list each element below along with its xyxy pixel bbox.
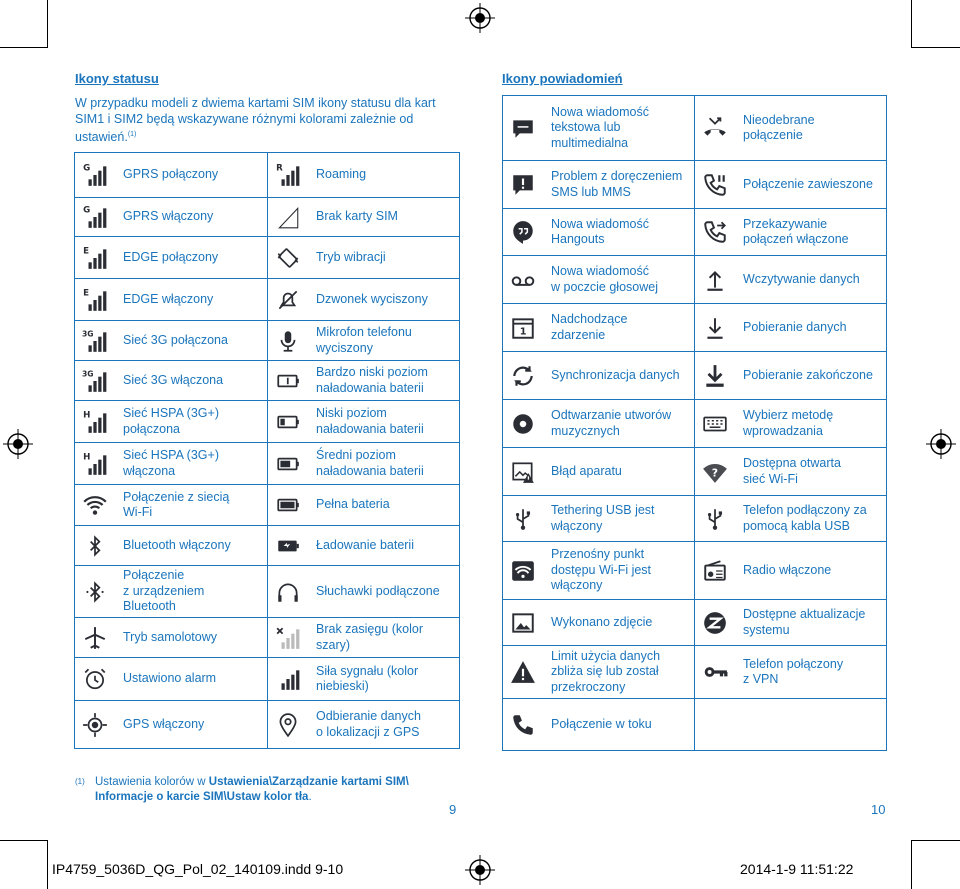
table-cell xyxy=(268,618,460,658)
table-row xyxy=(75,443,460,485)
icon-entry xyxy=(695,267,886,293)
table-cell xyxy=(75,401,268,443)
svg-text:3G: 3G xyxy=(82,369,94,379)
icon-entry xyxy=(268,709,459,740)
table-cell xyxy=(75,361,268,401)
svg-text:R: R xyxy=(276,163,283,174)
icon-label: Pobieranie danych xyxy=(743,319,847,334)
table-cell xyxy=(268,237,460,279)
gps-icon xyxy=(75,712,115,738)
table-cell xyxy=(503,448,695,496)
icon-entry xyxy=(268,533,459,559)
icon-label: Pełna bateria xyxy=(316,497,390,512)
table-row xyxy=(503,400,887,448)
table-cell xyxy=(503,496,695,542)
icon-entry xyxy=(268,204,459,230)
signal-strength-icon xyxy=(268,666,308,692)
icon-label: Dostępna otwarta sieć Wi-Fi xyxy=(743,456,841,486)
table-cell xyxy=(75,279,268,321)
icon-entry xyxy=(268,245,459,271)
icon-entry xyxy=(75,368,267,394)
icon-entry xyxy=(503,169,694,200)
crop-mark xyxy=(0,47,48,48)
table-row xyxy=(503,256,887,304)
icon-label: Średni poziom naładowania baterii xyxy=(316,448,424,478)
table-cell xyxy=(75,321,268,361)
no-sim-icon xyxy=(268,204,308,230)
icon-entry xyxy=(695,217,886,248)
battery-medium-icon xyxy=(268,451,308,477)
table-row xyxy=(75,401,460,443)
icon-entry xyxy=(503,312,694,343)
icon-label: Brak zasięgu (kolor szary) xyxy=(316,622,423,652)
icon-label: Wykonano zdjęcie xyxy=(551,614,653,629)
icon-entry xyxy=(75,204,267,230)
table-cell xyxy=(695,600,887,646)
upload-icon xyxy=(695,267,735,293)
call-icon xyxy=(503,712,543,738)
icon-label: Słuchawki podłączone xyxy=(316,583,440,598)
svg-text:3G: 3G xyxy=(82,329,94,339)
usb-tethering-icon xyxy=(503,506,543,532)
roaming-icon xyxy=(268,162,308,188)
table-cell xyxy=(268,321,460,361)
table-row xyxy=(75,566,460,618)
registration-mark-top xyxy=(465,3,495,33)
icon-label: Nowa wiadomość Hangouts xyxy=(551,216,649,246)
battery-full-icon xyxy=(268,492,308,518)
icon-label: Nadchodzące zdarzenie xyxy=(551,312,628,342)
icon-label: Wybierz metodę wprowadzania xyxy=(743,408,834,438)
icon-entry xyxy=(503,712,694,738)
icon-entry xyxy=(503,503,694,534)
icon-label: Bardzo niski poziom naładowania baterii xyxy=(316,365,428,395)
edge-connected-icon xyxy=(75,245,115,271)
table-cell xyxy=(695,352,887,400)
table-cell xyxy=(75,701,268,749)
crop-mark xyxy=(47,0,48,48)
table-cell xyxy=(695,699,887,751)
icon-entry xyxy=(503,649,694,696)
table-cell xyxy=(268,279,460,321)
icon-entry xyxy=(75,666,267,692)
mms-icon xyxy=(503,115,543,141)
icon-entry xyxy=(695,113,886,144)
table-cell xyxy=(75,153,268,198)
table-cell xyxy=(695,646,887,699)
table-cell xyxy=(695,496,887,542)
icon-entry xyxy=(268,406,459,437)
table-cell xyxy=(268,153,460,198)
icon-entry xyxy=(268,579,459,605)
icon-label: Wczytywanie danych xyxy=(743,271,860,286)
table-row xyxy=(75,279,460,321)
table-row xyxy=(503,448,887,496)
notification-icons-title: Ikony powiadomień xyxy=(502,71,623,86)
table-cell xyxy=(75,526,268,566)
table-row xyxy=(503,699,887,751)
table-row xyxy=(75,198,460,237)
table-cell xyxy=(75,618,268,658)
icon-entry xyxy=(75,287,267,313)
icon-entry xyxy=(75,245,267,271)
icon-label: GPRS włączony xyxy=(123,209,214,224)
table-cell xyxy=(695,96,887,161)
table-cell xyxy=(268,566,460,618)
table-cell xyxy=(695,304,887,352)
usb-icon xyxy=(695,506,735,532)
svg-text:H: H xyxy=(83,410,91,421)
icon-label: Limit użycia danych zbliża się lub został przekroczony xyxy=(551,648,661,694)
table-cell xyxy=(503,699,695,751)
icon-entry xyxy=(268,162,459,188)
intro-text: W przypadku modeli z dwiema kartami SIM ikony statusu dla kart SIM1 i SIM2 będą wskazywane różnymi kolorami zależnie od ustawień. xyxy=(75,96,436,145)
crop-mark xyxy=(47,840,48,889)
icon-entry xyxy=(268,448,459,479)
icon-entry xyxy=(503,610,694,636)
footnote-path-1: Ustawienia\Zarządzanie kartami SIM\ xyxy=(208,776,409,788)
table-cell xyxy=(503,209,695,256)
icon-label: Brak karty SIM xyxy=(316,209,398,224)
icon-entry xyxy=(75,533,267,559)
hspa-connected-icon xyxy=(75,409,115,435)
icon-label: GPS włączony xyxy=(123,716,205,731)
table-row xyxy=(503,209,887,256)
registration-mark-right xyxy=(926,429,956,459)
table-cell xyxy=(695,161,887,209)
table-cell xyxy=(503,96,695,161)
icon-label: Sieć HSPA (3G+) włączona xyxy=(123,448,219,478)
icon-label: Przekazywanie połączeń włączone xyxy=(743,216,849,246)
registration-mark-bottom xyxy=(465,855,495,885)
intro-footnote-ref: (1) xyxy=(127,131,137,138)
table-cell xyxy=(503,304,695,352)
icon-label: Odbieranie danych o lokalizacji z GPS xyxy=(316,709,421,739)
gprs-connected-icon xyxy=(75,162,115,188)
icon-label: Tethering USB jest włączony xyxy=(551,503,655,533)
crop-mark xyxy=(911,840,912,889)
vibrate-icon xyxy=(268,245,308,271)
icon-entry xyxy=(695,172,886,198)
icon-entry xyxy=(75,625,267,651)
table-row xyxy=(503,96,887,161)
table-cell xyxy=(75,485,268,526)
table-row xyxy=(503,646,887,699)
icon-label: Dzwonek wyciszony xyxy=(316,291,428,306)
wifi-connected-icon xyxy=(75,492,115,518)
icon-label: Problem z doręczeniem SMS lub MMS xyxy=(551,169,683,199)
table-row xyxy=(503,600,887,646)
table-row xyxy=(503,542,887,600)
icon-label: Ustawiono alarm xyxy=(123,671,217,686)
icon-label: Radio włączone xyxy=(743,562,832,577)
icon-entry xyxy=(695,558,886,584)
registration-mark-left xyxy=(3,429,33,459)
calendar-icon xyxy=(503,315,543,341)
table-row xyxy=(75,361,460,401)
table-cell xyxy=(268,401,460,443)
icon-entry xyxy=(503,217,694,248)
table-cell xyxy=(695,542,887,600)
table-cell xyxy=(503,161,695,209)
table-cell xyxy=(75,658,268,701)
icon-entry xyxy=(75,490,267,521)
bluetooth-icon xyxy=(75,533,115,559)
call-forward-icon xyxy=(695,219,735,245)
download-icon xyxy=(695,315,735,341)
table-row xyxy=(75,618,460,658)
radio-icon xyxy=(695,558,735,584)
music-icon xyxy=(503,411,543,437)
table-cell xyxy=(75,237,268,279)
table-cell xyxy=(268,443,460,485)
table-row xyxy=(503,496,887,542)
icon-entry xyxy=(695,408,886,439)
airplane-icon xyxy=(75,625,115,651)
table-row xyxy=(75,153,460,198)
table-cell xyxy=(695,448,887,496)
icon-entry xyxy=(695,315,886,341)
status-icons-intro xyxy=(75,95,460,145)
camera-error-icon xyxy=(503,459,543,485)
table-cell xyxy=(268,361,460,401)
edge-active-icon xyxy=(75,287,115,313)
table-row xyxy=(75,321,460,361)
icon-entry xyxy=(268,365,459,396)
battery-low-icon xyxy=(268,409,308,435)
svg-text:G: G xyxy=(83,205,91,216)
open-wifi-icon xyxy=(695,459,735,485)
footnote-prefix: Ustawienia kolorów w xyxy=(95,776,206,788)
alarm-icon xyxy=(75,666,115,692)
footnote-mark: (1) xyxy=(75,777,85,786)
table-row xyxy=(75,237,460,279)
bluetooth-connected-icon xyxy=(75,579,115,605)
table-cell xyxy=(695,209,887,256)
battery-charging-icon xyxy=(268,533,308,559)
table-cell xyxy=(503,600,695,646)
footnote-suffix: . xyxy=(308,791,312,803)
svg-text:?: ? xyxy=(711,465,719,479)
icon-entry xyxy=(268,622,459,653)
icon-label: Tryb wibracji xyxy=(316,249,386,264)
icon-label: Ładowanie baterii xyxy=(316,537,414,552)
table-cell xyxy=(503,256,695,304)
table-cell xyxy=(268,701,460,749)
icon-label: Bluetooth włączony xyxy=(123,537,231,552)
table-row xyxy=(503,161,887,209)
icon-label: EDGE włączony xyxy=(123,291,214,306)
gprs-active-icon xyxy=(75,204,115,230)
icon-entry xyxy=(75,712,267,738)
icon-entry xyxy=(503,363,694,389)
icon-label: Połączenie w toku xyxy=(551,716,652,731)
table-cell xyxy=(75,198,268,237)
icon-entry xyxy=(503,105,694,152)
icon-label: Mikrofon telefonu wyciszony xyxy=(316,325,412,355)
icon-entry xyxy=(695,456,886,487)
slug-timestamp: 2014-1-9 11:51:22 xyxy=(740,861,854,877)
svg-text:E: E xyxy=(83,246,90,257)
icon-entry xyxy=(75,162,267,188)
icon-label: Odtwarzanie utworów muzycznych xyxy=(551,408,672,438)
icon-label: GPRS połączony xyxy=(123,167,219,182)
3g-active-icon xyxy=(75,368,115,394)
icon-label: Sieć 3G połączona xyxy=(123,332,228,347)
svg-text:E: E xyxy=(83,288,90,299)
icon-label: Siła sygnału (kolor niebieski) xyxy=(316,663,419,693)
table-row xyxy=(503,352,887,400)
icon-label: EDGE połączony xyxy=(123,249,219,264)
icon-entry xyxy=(695,503,886,534)
icon-label: Niski poziom naładowania baterii xyxy=(316,406,424,436)
table-cell xyxy=(503,352,695,400)
status-icons-title: Ikony statusu xyxy=(75,71,159,86)
table-cell xyxy=(503,646,695,699)
battery-very-low-icon xyxy=(268,368,308,394)
crop-mark xyxy=(912,47,960,48)
system-update-icon xyxy=(695,610,735,636)
hotspot-icon xyxy=(503,558,543,584)
table-cell xyxy=(268,485,460,526)
icon-label: Telefon podłączony za pomocą kabla USB xyxy=(743,503,867,533)
table-row xyxy=(75,658,460,701)
table-cell xyxy=(503,542,695,600)
table-cell xyxy=(503,400,695,448)
table-row xyxy=(75,701,460,749)
icon-label: Telefon połączony z VPN xyxy=(743,656,844,686)
icon-label: Sieć 3G włączona xyxy=(123,372,224,387)
icon-label: Błąd aparatu xyxy=(551,463,622,478)
icon-entry xyxy=(503,459,694,485)
slug-filename: IP4759_5036D_QG_Pol_02_140109.indd 9-10 xyxy=(52,861,344,877)
icon-entry xyxy=(268,325,459,356)
table-cell xyxy=(75,443,268,485)
icon-label: Roaming xyxy=(316,167,367,182)
table-cell xyxy=(695,256,887,304)
table-cell xyxy=(75,566,268,618)
svg-text:H: H xyxy=(83,452,91,463)
icon-label: Połączenie z siecią Wi-Fi xyxy=(123,489,230,519)
svg-text:G: G xyxy=(83,163,91,174)
3g-connected-icon xyxy=(75,328,115,354)
table-cell xyxy=(268,526,460,566)
table-row xyxy=(75,526,460,566)
mic-muted-icon xyxy=(268,328,308,354)
icon-label: Przenośny punkt dostępu Wi-Fi jest włączony xyxy=(551,547,652,593)
icon-entry xyxy=(75,328,267,354)
page-number-left: 9 xyxy=(449,802,457,817)
icon-entry xyxy=(75,568,267,615)
icon-label: Pobieranie zakończone xyxy=(743,367,873,382)
hspa-active-icon xyxy=(75,451,115,477)
table-cell xyxy=(695,400,887,448)
crop-mark xyxy=(911,0,912,48)
table-cell xyxy=(268,198,460,237)
icon-entry xyxy=(268,492,459,518)
icon-label: Nieodebrane połączenie xyxy=(743,112,815,142)
sync-icon xyxy=(503,363,543,389)
sms-problem-icon xyxy=(503,172,543,198)
icon-entry xyxy=(503,547,694,594)
icon-entry xyxy=(503,408,694,439)
icon-entry xyxy=(695,363,886,389)
status-icons-table xyxy=(74,152,460,749)
icon-entry xyxy=(695,657,886,688)
footnote-path-2: Informacje o karcie SIM\Ustaw kolor tła xyxy=(95,791,309,803)
icon-entry xyxy=(503,264,694,295)
missed-call-icon xyxy=(695,115,735,141)
vpn-key-icon xyxy=(695,659,735,685)
location-icon xyxy=(268,712,308,738)
icon-entry xyxy=(75,406,267,437)
notification-icons-table xyxy=(502,95,887,751)
table-cell xyxy=(268,658,460,701)
table-row xyxy=(503,304,887,352)
hangouts-icon xyxy=(503,219,543,245)
ringer-off-icon xyxy=(268,287,308,313)
voicemail-icon xyxy=(503,267,543,293)
icon-label: Połączenie z urządzeniem Bluetooth xyxy=(123,568,205,614)
icon-entry xyxy=(268,664,459,695)
table-row xyxy=(75,485,460,526)
icon-label: Połączenie zawieszone xyxy=(743,176,873,191)
icon-label: Nowa wiadomość w poczcie głosowej xyxy=(551,264,658,294)
icon-label: Sieć HSPA (3G+) połączona xyxy=(123,406,219,436)
icon-label: Tryb samolotowy xyxy=(123,629,218,644)
keyboard-icon xyxy=(695,411,735,437)
icon-label: Synchronizacja danych xyxy=(551,367,680,382)
download-done-icon xyxy=(695,363,735,389)
icon-label: Dostępne aktualizacje systemu xyxy=(743,607,866,637)
icon-entry xyxy=(75,448,267,479)
footnote xyxy=(95,775,453,805)
crop-mark xyxy=(912,840,960,841)
no-signal-icon xyxy=(268,625,308,651)
page-number-right: 10 xyxy=(871,802,886,817)
icon-entry xyxy=(268,287,459,313)
data-limit-icon xyxy=(503,659,543,685)
icon-entry xyxy=(695,607,886,638)
icon-label: Nowa wiadomość tekstowa lub multimedialna xyxy=(551,104,649,150)
headset-icon xyxy=(268,579,308,605)
call-hold-icon xyxy=(695,172,735,198)
svg-text:1: 1 xyxy=(519,326,527,337)
photo-icon xyxy=(503,610,543,636)
crop-mark xyxy=(0,840,48,841)
